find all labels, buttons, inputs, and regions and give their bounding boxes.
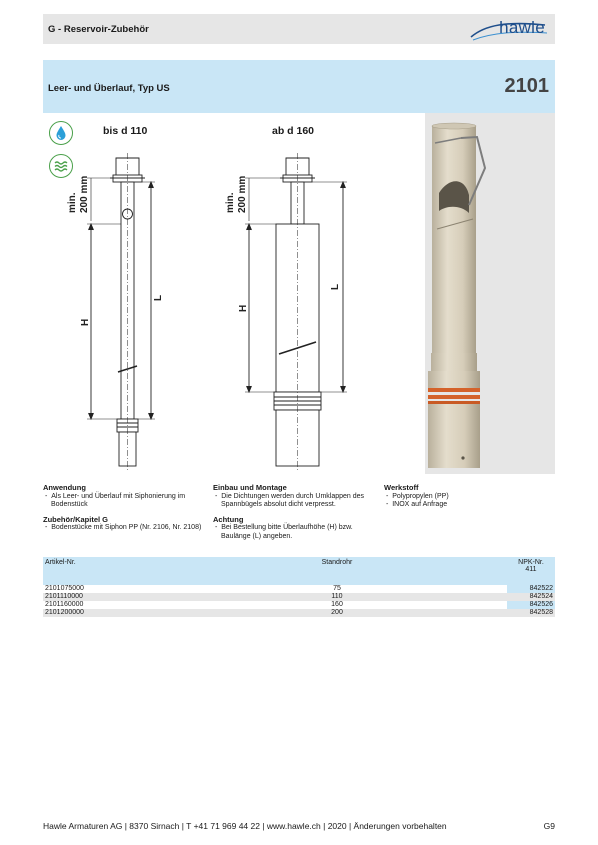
einbau-title: Einbau und Montage xyxy=(213,483,287,492)
table-row xyxy=(43,609,555,617)
footer-text: Hawle Armaturen AG | 8370 Sirnach | T +41 71 969 44 22 | www.hawle.ch | 2020 | Änderungen vorbehalten xyxy=(43,821,447,831)
product-title: Leer- und Überlauf, Typ US xyxy=(48,83,170,94)
werkstoff-item-1: Polypropylen (PP) xyxy=(392,492,449,500)
cell-standrohr: 200 xyxy=(167,609,507,617)
min-label-left: min. xyxy=(67,192,78,213)
cell-standrohr: 75 xyxy=(333,585,341,592)
l-label-left: L xyxy=(153,294,164,301)
einbau-item: Die Dichtungen werden durch Umklappen des Spannbügels absolut dicht verpresst. xyxy=(221,492,365,508)
hawle-logo xyxy=(467,15,551,43)
achtung-item: Bei Bestellung bitte Überlaufhöhe (H) bzw. Baulänge (L) angeben. xyxy=(221,524,353,540)
section-title: G - Reservoir-Zubehör xyxy=(48,24,149,35)
anwendung-title: Anwendung xyxy=(43,483,86,492)
cell-npk: 842524 xyxy=(507,593,555,601)
min-value-right: 200 mm xyxy=(237,175,248,213)
technical-drawing xyxy=(43,113,425,474)
footer xyxy=(43,821,555,831)
cell-artikel: 2101200000 xyxy=(43,609,167,617)
product-number: 2101 xyxy=(504,75,549,97)
product-title-band xyxy=(43,60,555,113)
header-bar xyxy=(43,14,555,44)
col-npk-label: NPK-Nr. xyxy=(518,559,544,566)
section-einbau: Einbau und Montage - Die Dichtungen werden durch Umklappen des Spannbügels absolut dicht verpresst. Achtung - Bei Bestellung bitte Überlaufhöhe (H) bzw. Baulänge (L) angeben. xyxy=(213,484,381,541)
zubehoer-item: Bodenstücke mit Siphon PP (Nr. 2106, Nr. 2108) xyxy=(51,524,202,531)
cell-npk: 842522 xyxy=(507,585,555,593)
cell-artikel: 2101075000 xyxy=(45,585,84,592)
cell-artikel: 2101110000 xyxy=(43,593,167,601)
cell-npk: 842526 xyxy=(507,601,555,609)
werkstoff-item-2: INOX auf Anfrage xyxy=(392,501,448,508)
section-anwendung: Anwendung - Als Leer- und Überlauf mit Siphonierung im Bodenstück Zubehör/Kapitel G - Bodenstücke mit Siphon PP (Nr. 2106, Nr. 2108) xyxy=(43,484,213,533)
table-row xyxy=(43,601,555,609)
werkstoff-title: Werkstoff xyxy=(384,483,419,492)
col-npk-number: 411 xyxy=(525,566,537,573)
zubehoer-title: Zubehör/Kapitel G xyxy=(43,514,109,524)
logo-text: hawle xyxy=(499,18,545,37)
article-table xyxy=(43,557,555,617)
cell-standrohr: 110 xyxy=(167,593,507,601)
cell-npk: 842528 xyxy=(507,609,555,617)
drawing-label-large: ab d 160 xyxy=(272,125,315,137)
col-npk xyxy=(507,557,555,585)
h-label-left: H xyxy=(80,318,91,326)
section-werkstoff: Werkstoff - Polypropylen (PP) - INOX auf Anfrage xyxy=(384,484,554,510)
table-header-row xyxy=(43,557,555,585)
product-photo xyxy=(425,113,555,474)
cell-artikel: 2101160000 xyxy=(45,601,84,608)
table-row xyxy=(43,593,555,601)
min-label-right: min. xyxy=(225,192,236,213)
col-standrohr: Standrohr xyxy=(167,557,507,585)
table-row xyxy=(43,585,555,593)
drawing-label-small: bis d 110 xyxy=(103,125,148,137)
cell-standrohr: 160 xyxy=(331,601,343,608)
achtung-title: Achtung xyxy=(213,514,244,524)
anwendung-item: Als Leer- und Überlauf mit Siphonierung im Bodenstück xyxy=(51,492,186,508)
l-label-right: L xyxy=(330,283,341,290)
min-value-left: 200 mm xyxy=(79,175,90,213)
page-number: G9 xyxy=(543,821,555,831)
h-label-right: H xyxy=(238,304,249,312)
col-artikel: Artikel-Nr. xyxy=(43,557,167,585)
